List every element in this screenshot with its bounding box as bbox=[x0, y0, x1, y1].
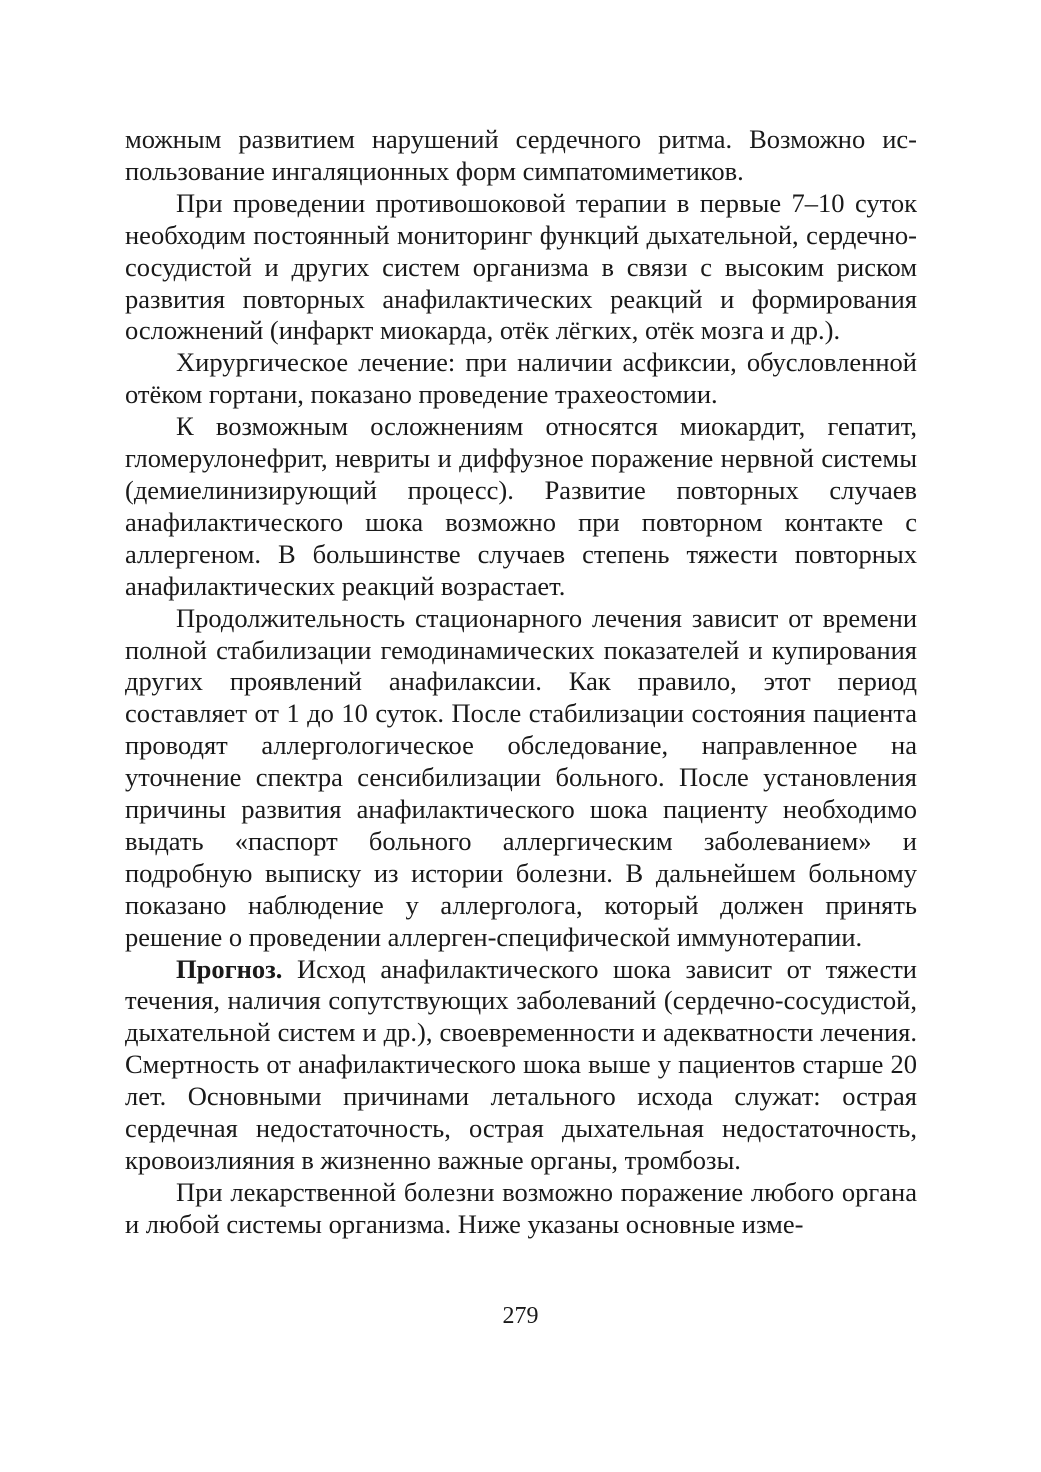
paragraph-5 bbox=[125, 603, 917, 954]
paragraph-3 bbox=[125, 347, 917, 411]
paragraph-text: Хирургическое лечение: при наличии асфиксии, обусловленной отёком гортани, показано проведение трахеостомии. bbox=[125, 347, 917, 410]
paragraph-text: можным развитием нарушений сердечного ритма. Возможно использование ингаляционных форм симпатомиметиков. bbox=[125, 124, 917, 186]
paragraph-text: Исход анафилактического шока зависит от тяжести течения, наличия сопутствующих заболеваний (сердечно-сосудистой, дыхательной систем и др.), своевременности и адекватности лечения. Смертность от анафилактического шока выше у пациентов старше 20 лет. Основными причинами летального исхода служат: острая сердечная недостаточность, острая дыхательная недостаточность, кровоизлияния в жизненно важные органы, тромбозы. bbox=[125, 953, 917, 1175]
paragraph-2 bbox=[125, 188, 917, 348]
paragraph-4 bbox=[125, 411, 917, 602]
body-text bbox=[125, 124, 917, 1241]
prognosis-heading: Прогноз. bbox=[176, 953, 283, 984]
paragraph-prognosis bbox=[125, 954, 917, 1177]
paragraph-1 bbox=[125, 124, 917, 188]
page-number: 279 bbox=[502, 1303, 539, 1329]
paragraph-text: При лекарственной болезни возможно поражение любого органа и любой системы организма. Ниже указаны основные изме- bbox=[125, 1176, 917, 1239]
paragraph-text: При проведении противошоковой терапии в первые 7–10 суток необходим постоянный мониторинг функций дыхательной, сердечно-сосудистой и других систем организма в связи с высоким риском развития повторных анафилактических реакций и формирования осложнений (инфаркт миокарда, отёк лёгких, отёк мозга и др.). bbox=[125, 187, 917, 346]
paragraph-text: Продолжительность стационарного лечения зависит от времени полной стабилизации гемодинамических показателей и купирования других проявлений анафилаксии. Как правило, этот период составляет от 1 до 10 суток. После стабилизации состояния пациента проводят аллергологическое обследование, направленное на уточнение спектра сенсибилизации больного. После установления причины развития анафилактического шока пациенту необходимо выдать «паспорт больного аллергическим заболеванием» и подробную выписку из истории болезни. В дальнейшем больному показано наблюдение у аллерголога, который должен принять решение о проведении аллерген-специфической иммунотерапии. bbox=[125, 602, 917, 952]
paragraph-7 bbox=[125, 1177, 917, 1241]
paragraph-text: К возможным осложнениям относятся миокардит, гепатит, гломерулонефрит, невриты и диффузное поражение нервной системы (демиелинизирующий процесс). Развитие повторных случаев анафилактического шока возможно при повторном контакте с аллергеном. В большинстве случаев степень тяжести повторных анафилактических реакций возрастает. bbox=[125, 411, 917, 601]
